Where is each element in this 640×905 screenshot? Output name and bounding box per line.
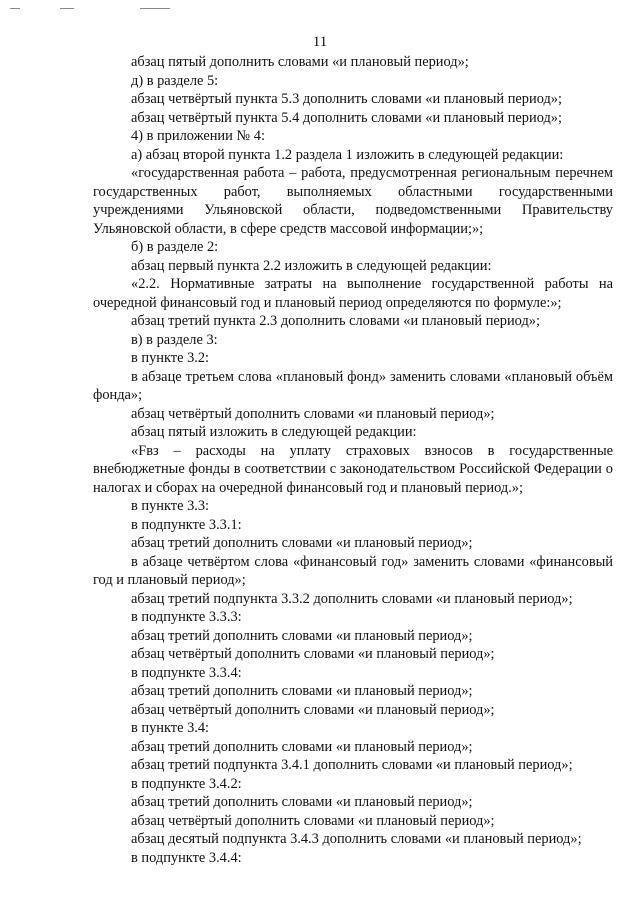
quoted-paragraph: «2.2. Нормативные затраты на выполнение государственной работы на очередной финансовый год и плановый период определяются по формуле:»; <box>93 276 613 311</box>
paragraph: абзац четвёртый пункта 5.3 дополнить словами «и плановый период»; <box>131 91 562 107</box>
paragraph: абзац четвёртый дополнить словами «и плановый период»; <box>131 701 495 718</box>
page-number: 11 <box>312 34 328 50</box>
paragraph: в абзаце четвёртом слова «финансовый год» заменить словами «финансовый год и плановый период»; <box>93 553 613 588</box>
paragraph: абзац третий пункта 2.3 дополнить словами «и плановый период»; <box>131 313 540 329</box>
paragraph: абзац четвёртый дополнить словами «и плановый период»; <box>131 812 495 829</box>
paragraph: абзац третий дополнить словами «и плановый период»; <box>131 794 473 810</box>
paragraph: абзац пятый изложить в следующей редакции: <box>131 424 417 440</box>
scan-mark-left-2 <box>60 8 74 9</box>
paragraph: абзац третий дополнить словами «и плановый период»; <box>131 738 473 755</box>
paragraph: в подпункте 3.4.2: <box>131 775 242 792</box>
paragraph: в абзаце третьем слова «плановый фонд» заменить словами «плановый объём фонда»; <box>93 368 613 403</box>
quoted-paragraph: «Fвз – расходы на уплату страховых взносов в государственные внебюджетные фонды в соответствии с законодательством Российской Федерации о налогах и сборах на очередной финансовый год и плановый период.»; <box>93 442 613 496</box>
paragraph: в подпункте 3.3.3: <box>131 609 242 625</box>
paragraph: в подпункте 3.3.1: <box>131 516 242 533</box>
paragraph: в подпункте 3.3.4: <box>131 664 242 681</box>
paragraph: б) в разделе 2: <box>131 239 219 255</box>
paragraph: абзац десятый подпункта 3.4.3 дополнить словами «и плановый период»; <box>131 831 582 847</box>
quoted-paragraph: «государственная работа – работа, предусмотренная региональным перечнем государственных работ, выполняемых областными государственными учреждениями Ульяновской области, подведомственными Правительству Ульяновской области, в сфере средств массовой информации;»; <box>93 165 613 237</box>
paragraph: абзац третий дополнить словами «и плановый период»; <box>131 535 473 551</box>
paragraph: в подпункте 3.4.4: <box>131 849 242 866</box>
paragraph: 4) в приложении № 4: <box>131 128 265 144</box>
paragraph: абзац четвёртый дополнить словами «и плановый период»; <box>131 405 495 422</box>
paragraph: д) в разделе 5: <box>131 72 219 89</box>
paragraph: абзац третий подпункта 3.3.2 дополнить словами «и плановый период»; <box>131 590 573 607</box>
scan-mark-top <box>140 8 170 9</box>
paragraph: абзац третий подпункта 3.4.1 дополнить словами «и плановый период»; <box>131 757 573 773</box>
paragraph: абзац третий дополнить словами «и плановый период»; <box>131 683 473 699</box>
paragraph: в) в разделе 3: <box>131 331 218 348</box>
paragraph: в пункте 3.4: <box>131 720 210 736</box>
paragraph: в пункте 3.3: <box>131 498 210 514</box>
document-body <box>93 53 613 867</box>
paragraph: в пункте 3.2: <box>131 350 210 366</box>
paragraph: а) абзац второй пункта 1.2 раздела 1 изложить в следующей редакции: <box>131 146 564 163</box>
paragraph: абзац четвёртый пункта 5.4 дополнить словами «и плановый период»; <box>131 109 562 126</box>
paragraph: абзац третий дополнить словами «и плановый период»; <box>131 627 473 644</box>
paragraph: абзац пятый дополнить словами «и плановый период»; <box>131 54 469 70</box>
scan-mark-left <box>10 8 20 9</box>
paragraph: абзац первый пункта 2.2 изложить в следующей редакции: <box>131 257 492 274</box>
paragraph: абзац четвёртый дополнить словами «и плановый период»; <box>131 646 495 662</box>
